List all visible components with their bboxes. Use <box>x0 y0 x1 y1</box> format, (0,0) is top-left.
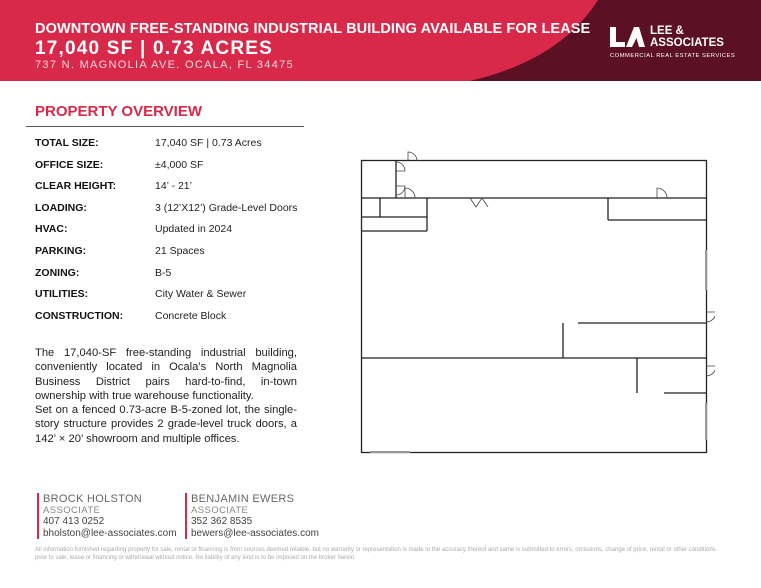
spec-row-utilities <box>35 288 305 310</box>
listing-address: 737 N. MAGNOLIA AVE. OCALA, FL 34475 <box>35 59 294 71</box>
spec-value: 3 (12’X12’) Grade-Level Doors <box>155 201 298 214</box>
logo-tagline: COMMERCIAL REAL ESTATE SERVICES <box>610 53 736 59</box>
spec-list <box>35 137 305 331</box>
contact-card-benjamin-ewers <box>185 493 319 539</box>
description-paragraph-2: Set on a fenced 0.73-acre B-5-zoned lot, the single-story structure provides 2 grade-level truck doors, a 142’ × 20’ showroom and multiple offices. <box>35 404 297 445</box>
spec-label: OFFICE SIZE: <box>35 158 104 171</box>
contact-card-brock-holston <box>37 493 177 539</box>
spec-label: CLEAR HEIGHT: <box>35 180 117 193</box>
floor-plan-drawing <box>355 150 715 460</box>
spec-label: LOADING: <box>35 201 87 214</box>
spec-row-total-size <box>35 137 305 159</box>
logo-name: LEE & ASSOCIATES <box>650 25 724 49</box>
spec-value: 17,040 SF | 0.73 Acres <box>155 137 262 149</box>
contact-phone[interactable]: 352 362 8535 <box>191 516 253 527</box>
spec-value: 14’ - 21’ <box>155 180 192 193</box>
contact-role: ASSOCIATE <box>43 505 101 516</box>
spec-label: UTILITIES: <box>35 288 89 301</box>
spec-value: B-5 <box>155 266 172 279</box>
spec-row-loading <box>35 202 305 224</box>
contact-name: BROCK HOLSTON <box>43 493 143 505</box>
spec-value: City Water & Sewer <box>155 288 247 301</box>
contact-email[interactable]: bewers@lee-associates.com <box>191 527 319 539</box>
lee-associates-logo <box>608 25 736 65</box>
spec-label: TOTAL SIZE: <box>35 137 99 149</box>
header-banner <box>0 0 761 81</box>
spec-label: HVAC: <box>35 223 68 236</box>
spec-row-construction <box>35 310 305 332</box>
section-title: PROPERTY OVERVIEW <box>35 103 202 120</box>
spec-value: ±4,000 SF <box>155 158 204 171</box>
spec-value: Concrete Block <box>155 309 227 322</box>
spec-row-hvac <box>35 223 305 245</box>
listing-title: DOWNTOWN FREE-STANDING INDUSTRIAL BUILDING AVAILABLE FOR LEASE <box>35 21 591 37</box>
la-monogram-icon <box>608 25 646 49</box>
contact-email[interactable]: bholston@lee-associates.com <box>43 527 177 539</box>
spec-row-zoning <box>35 267 305 289</box>
spec-label: ZONING: <box>35 266 80 279</box>
legal-disclaimer: All information furnished regarding property for sale, rental or financing is from sources deemed reliable, but no warranty or representation is made to the accuracy thereof and same is submitted to errors, omissions, change of price, rental or other conditions prior to sale, lease or financing or withdrawal without notice. No liability of any kind is to be imposed on the broker herein. <box>35 547 716 561</box>
description-paragraph-1: The 17,040-SF free-standing industrial building, conveniently located in Ocala’s North Magnolia Business District pairs hard-to-find, in-town ownership with true warehouse functionality. <box>35 347 297 403</box>
spec-row-office-size <box>35 159 305 181</box>
listing-size: 17,040 SF | 0.73 ACRES <box>35 38 274 59</box>
spec-row-clear-height <box>35 180 305 202</box>
contact-name: BENJAMIN EWERS <box>191 493 295 505</box>
spec-row-parking <box>35 245 305 267</box>
spec-label: PARKING: <box>35 244 87 257</box>
spec-value: 21 Spaces <box>155 244 205 257</box>
spec-label: CONSTRUCTION: <box>35 309 124 322</box>
contact-phone[interactable]: 407 413 0252 <box>43 516 105 527</box>
section-divider <box>26 126 304 127</box>
contact-role: ASSOCIATE <box>191 505 249 516</box>
spec-value: Updated in 2024 <box>155 223 233 236</box>
